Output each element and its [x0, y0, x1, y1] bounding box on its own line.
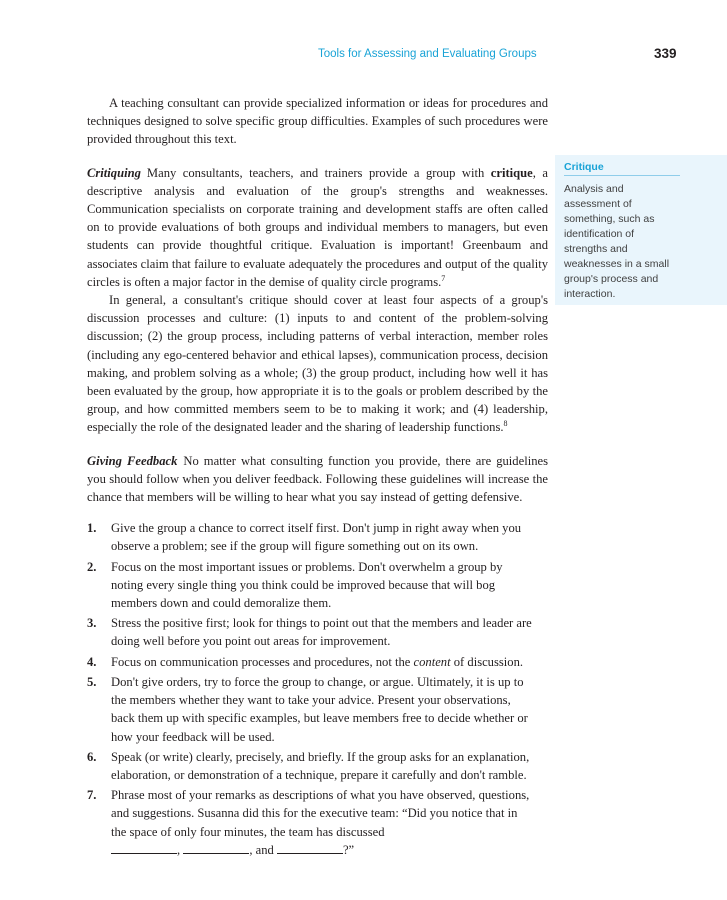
fill-in-blank [111, 841, 177, 854]
list-item: 7. Phrase most of your remarks as descriptions of what you have observed, questions, and suggestions. Susanna did this for the executive team: “Did you notice that in the space of only four minutes, the team has discussed , , and ?” [87, 788, 530, 857]
margin-glossary-note [564, 161, 680, 302]
endnote-marker: 8 [503, 419, 508, 429]
list-item: 2. Focus on the most important issues or problems. Don't overwhelm a group by noting every single thing you think could be improved because that will bog members down and could demoralize them. [87, 559, 503, 611]
endnote-marker: 7 [441, 273, 446, 283]
glossary-term: Critique [564, 161, 680, 176]
list-item: 3. Stress the positive first; look for things to point out that the members and leader are doing well before you point out areas for improvement. [87, 616, 532, 649]
running-header: Tools for Assessing and Evaluating Groups [318, 48, 537, 60]
fill-in-blank [183, 841, 249, 854]
fill-in-blank [277, 841, 343, 854]
intro-paragraph: A teaching consultant can provide specialized information or ideas for procedures and techniques designed to solve specific group difficulties. Examples of such procedures were provided throughout this text. [87, 96, 548, 147]
list-item: 5. Don't give orders, try to force the group to change, or argue. Ultimately, it is up to the members whether they want to take your advice. Present your observations, back them up with specific examples, but leave members free to decide whether or how your feedback will be used. [87, 674, 528, 744]
key-term-critique: critique [490, 165, 533, 180]
list-item: 4. Focus on communication processes and procedures, not the content of discussion. [87, 654, 524, 669]
critiquing-paragraph: Critiquing Many consultants, teachers, and trainers provide a group with critique, a descriptive analysis and evaluation of the group's strengths and weaknesses. Communication specialists on corporate training and development staffs are often called on to provide evaluations of both groups and individual members to managers, but even students can provide thoughtful critique. Evaluation is important! Greenbaum and associates claim that failure to evaluate adequately the procedures and output of the quality circles is often a major factor in the demise of quality circle programs.$^7$ [87, 165, 548, 289]
page-number: 339 [654, 46, 677, 61]
body-text [87, 94, 548, 861]
feedback-guidelines-list [87, 519, 532, 859]
giving-feedback-paragraph: Giving Feedback No matter what consulting function you provide, there are guidelines you should follow when you deliver feedback. Following these guidelines will increase the chance that members will be willing to hear what you say instead of getting defensive. [87, 453, 548, 505]
critiquing-heading: Critiquing [87, 165, 141, 180]
list-item: 6. Speak (or write) clearly, precisely, and briefly. If the group asks for an explanation, elaboration, or demonstration of a technique, prepare it carefully and don't ramble. [87, 749, 530, 782]
list-item: 1. Give the group a chance to correct itself first. Don't jump in right away when you observe a problem; see if the group will figure something out on its own. [87, 521, 522, 554]
glossary-definition: Analysis and assessment of something, such as identification of strengths and weaknesses in a small group's process and interaction. [564, 183, 670, 300]
critique-aspects-paragraph: In general, a consultant's critique should cover at least four aspects of a group's discussion processes and culture: (1) inputs to and content of the problem-solving discussion; (2) the group process, including patterns of verbal interaction, member roles (including any ego-centered behavior and ethical lapses), communication process, decision making, and problem solving as a whole; (3) the group product, including how well it has been evaluated by the group, how appropriate it is to the goals or problem described by the group, and how committed members seem to be to making it work; and (4) leadership, especially the role of the designated leader and the sharing of leadership functions.$^8$ [87, 293, 548, 435]
giving-feedback-heading: Giving Feedback [87, 453, 178, 468]
